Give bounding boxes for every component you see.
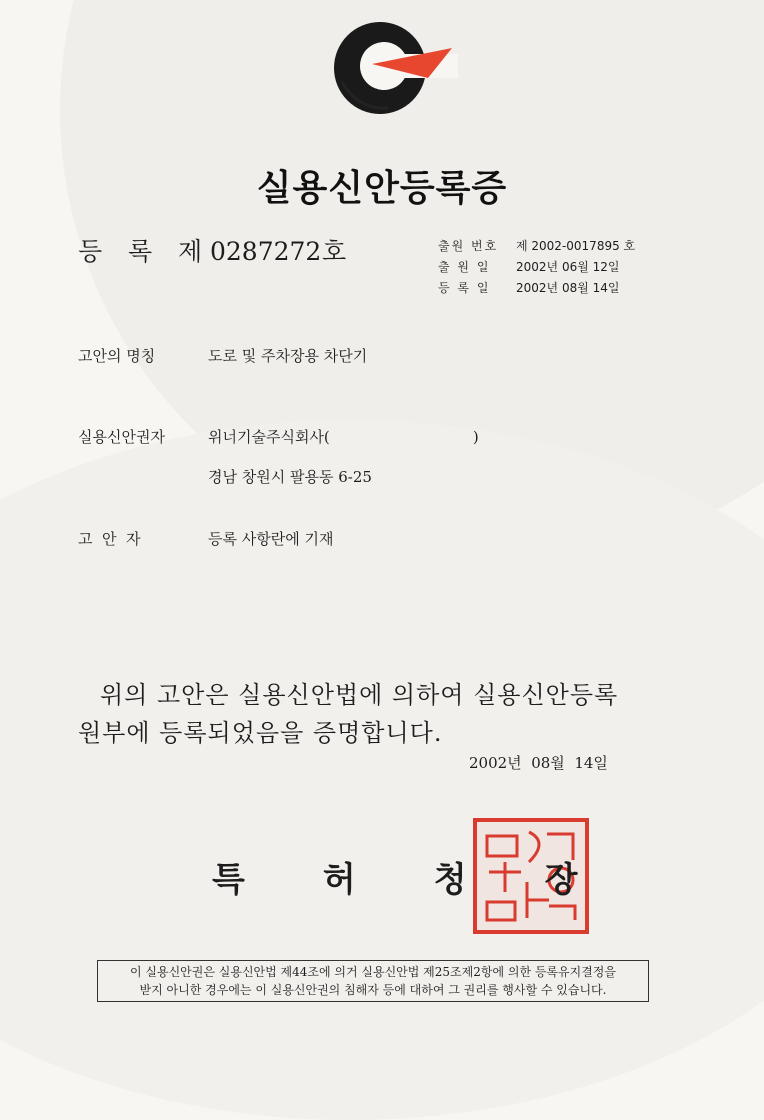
meta-label: 등 록 일	[438, 281, 491, 295]
holder-label: 실용신안권자	[78, 428, 165, 446]
certificate-title: 실용신안등록증	[256, 168, 508, 209]
meta-row	[438, 236, 635, 257]
office-char-3: 청	[433, 860, 467, 900]
registration-number	[78, 232, 346, 268]
meta-value: 제 2002-0017895 호	[516, 239, 636, 253]
application-metadata	[438, 236, 635, 299]
office-name	[212, 852, 655, 901]
meta-label: 출원 번호	[438, 239, 499, 253]
reg-label-1: 등	[78, 237, 103, 266]
background-arc-lower	[0, 420, 764, 1120]
holder-address: 경남 창원시 팔용동 6-25	[208, 468, 372, 486]
statement-line-2: 원부에 등록되었음을 증명합니다.	[78, 719, 443, 747]
notice-line-1: 이 실용신안권은 실용신안법 제44조에 의거 실용신안법 제25조제2항에 의한 등록유지결정을	[129, 965, 616, 979]
inventor-field	[78, 528, 333, 549]
statement-line-1: 위의 고안은 실용신안법에 의하여 실용신안등록	[100, 681, 619, 709]
legal-notice-box	[97, 960, 649, 1002]
office-char-1: 특	[212, 860, 245, 900]
inventor-label: 고 안 자	[78, 530, 141, 548]
meta-label: 출 원 일	[438, 260, 491, 274]
office-char-4: 장	[544, 860, 578, 900]
inventor-value: 등록 사항란에 기재	[208, 530, 334, 548]
reg-suffix: 호	[322, 237, 347, 266]
design-name-label: 고안의 명칭	[78, 347, 156, 365]
notice-line-2: 받지 아니한 경우에는 이 실용신안권의 침해자 등에 대하여 그 권리를 행사할 수 있습니다.	[139, 983, 607, 997]
office-char-2: 허	[322, 860, 356, 900]
design-name-field	[78, 345, 367, 366]
holder-field	[78, 426, 479, 447]
meta-row	[438, 278, 635, 299]
reg-label-3: 제	[178, 237, 203, 266]
kipo-emblem-icon	[318, 12, 458, 122]
issue-date: 2002년 08월 14일	[469, 754, 608, 772]
reg-number-value: 0287272	[210, 237, 322, 266]
certification-statement	[78, 676, 618, 752]
holder-address-field	[78, 466, 372, 487]
meta-value: 2002년 06월 12일	[516, 260, 620, 274]
design-name-value: 도로 및 주차장용 차단기	[208, 347, 368, 365]
holder-value: 위너기술주식회사( )	[208, 428, 479, 446]
meta-row	[438, 257, 635, 278]
meta-value: 2002년 08월 14일	[516, 281, 620, 295]
reg-label-2: 록	[128, 237, 153, 266]
